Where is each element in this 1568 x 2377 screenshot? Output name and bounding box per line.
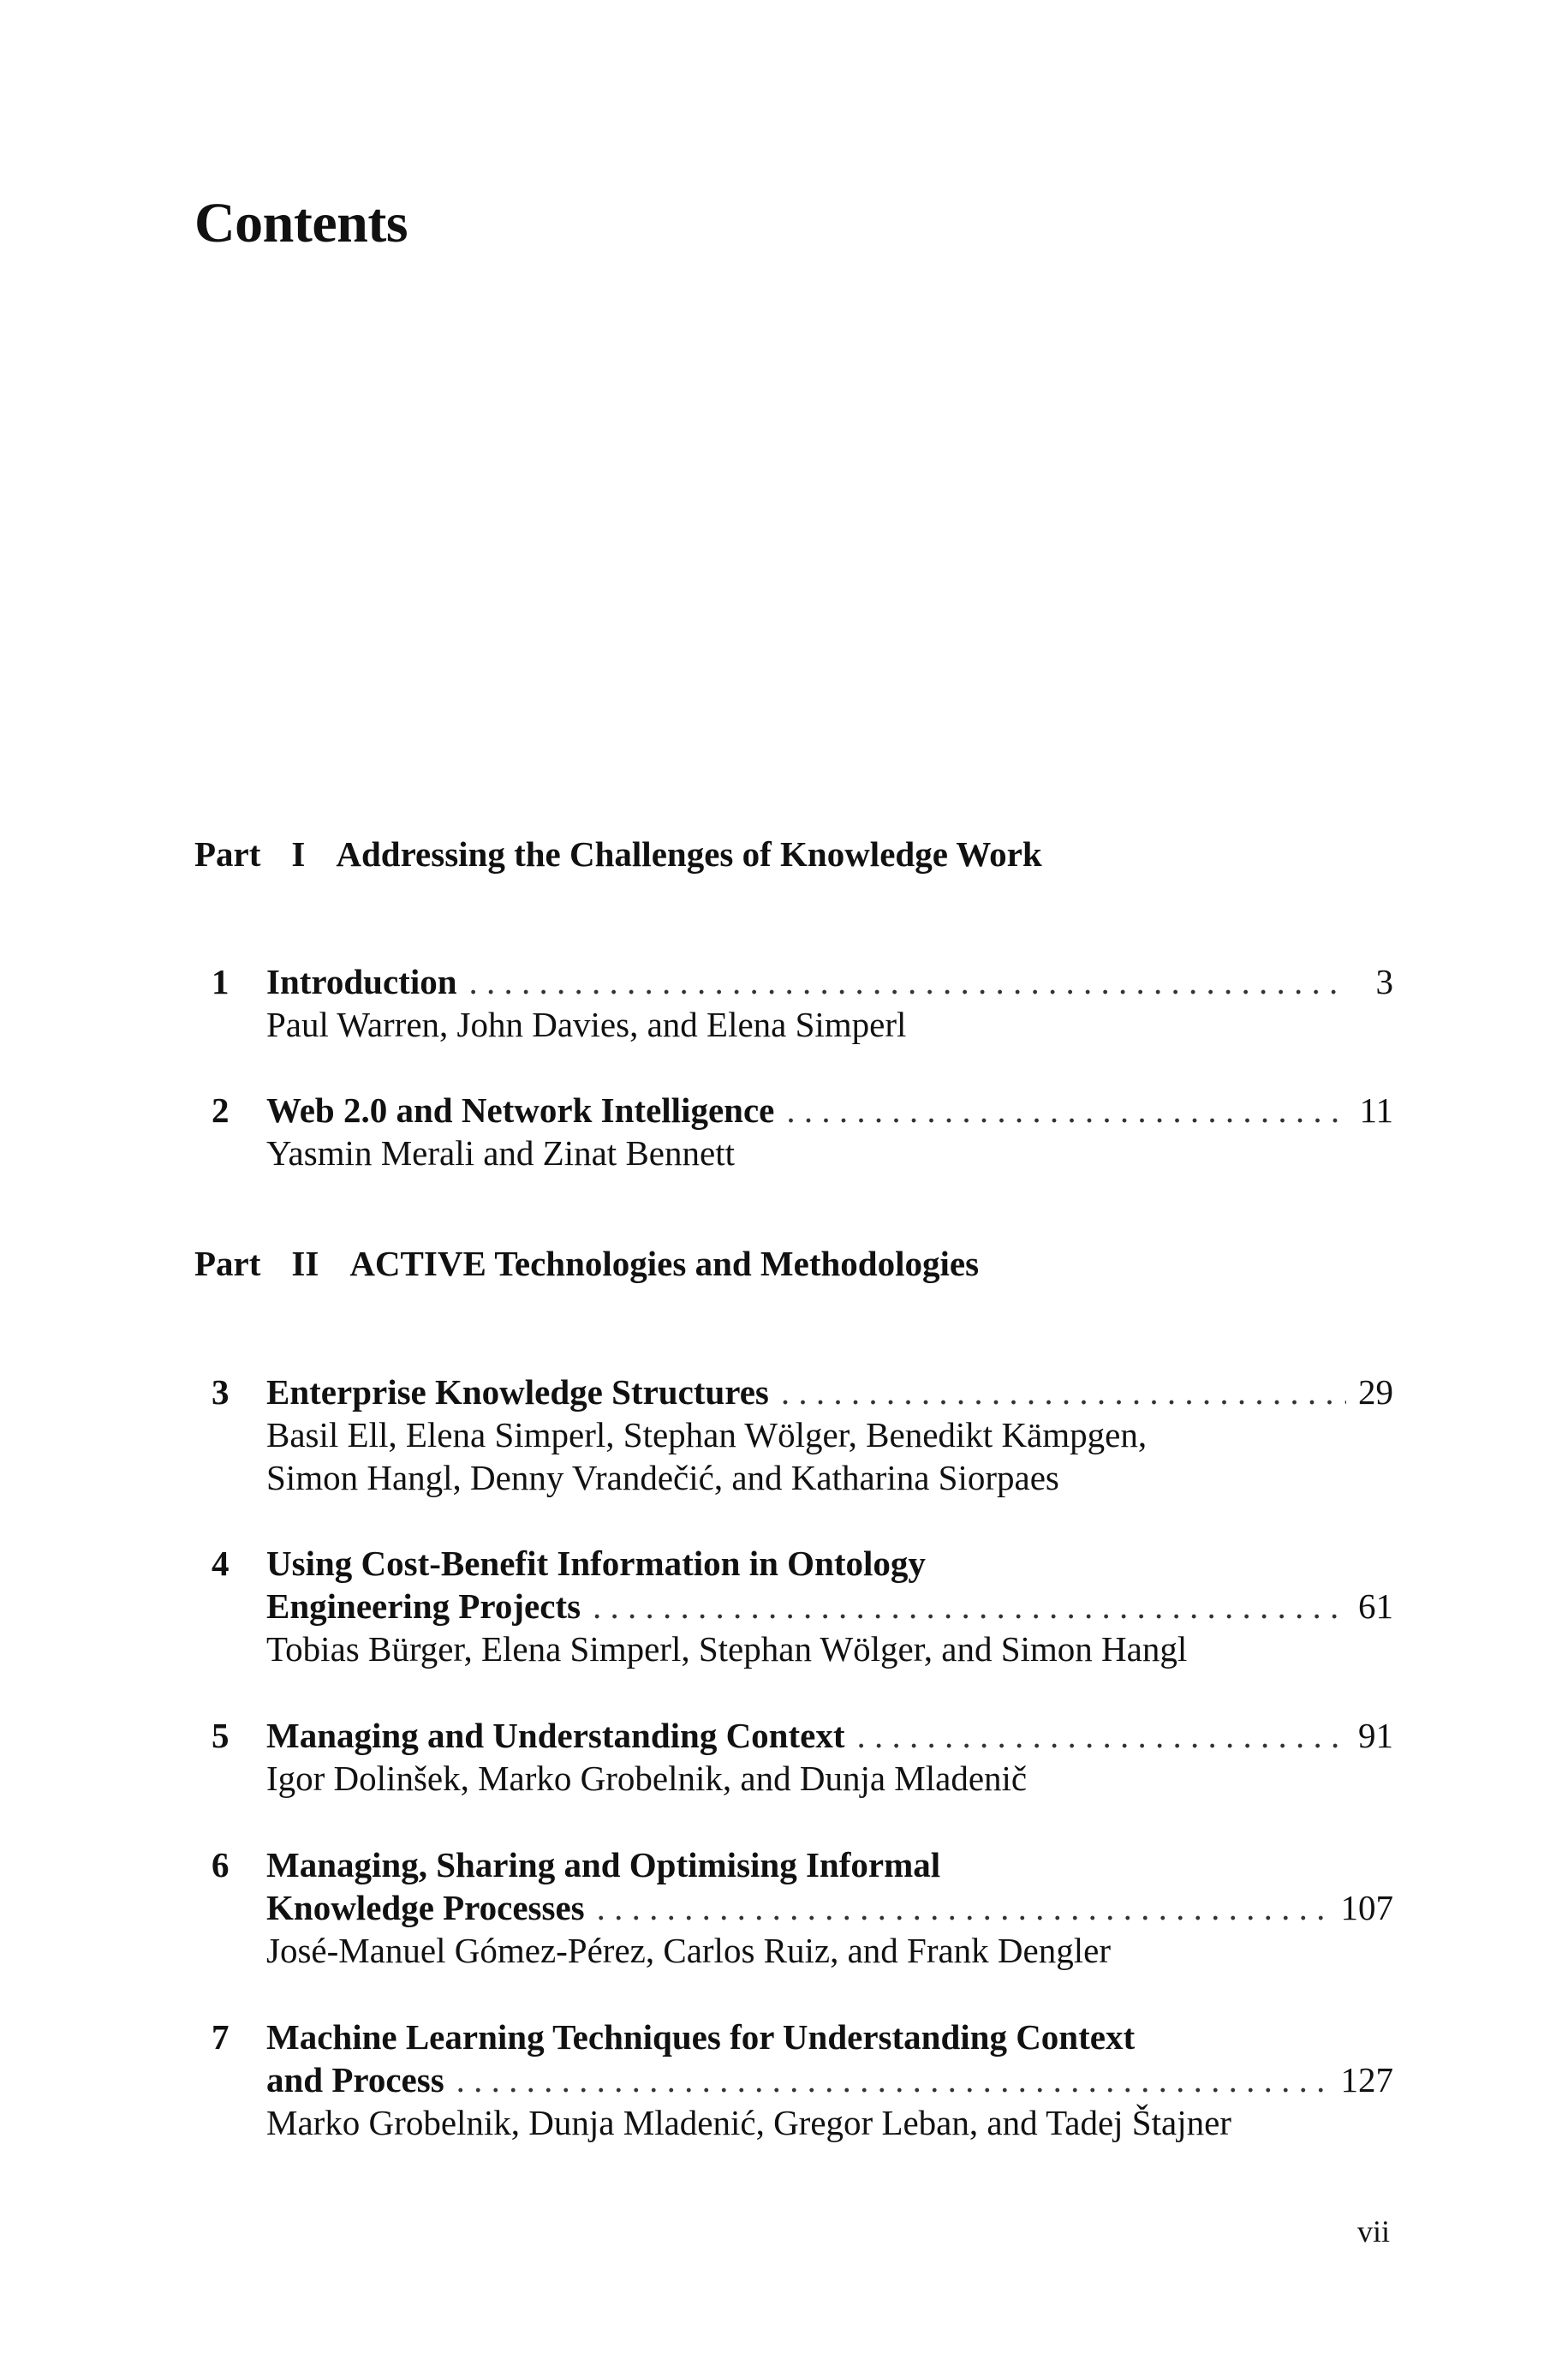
chapter-authors: Tobias Bürger, Elena Simperl, Stephan Wölger, and Simon Hangl	[266, 1629, 1188, 1669]
toc-entry[interactable]	[194, 1089, 1393, 1174]
page-number[interactable]: 127	[1340, 2060, 1393, 2099]
part-title: Addressing the Challenges of Knowledge Work	[336, 834, 1042, 874]
dot-leader	[786, 1089, 1347, 1132]
chapter-authors: Marko Grobelnik, Dunja Mladenić, Gregor Leban, and Tadej Štajner	[266, 2103, 1231, 2142]
part-label: Part	[194, 834, 261, 874]
chapter-title-row	[266, 960, 1393, 1003]
chapter-title[interactable]: and Process	[266, 2060, 444, 2099]
chapter-title-row	[266, 2058, 1393, 2101]
part-label: Part	[194, 1244, 261, 1283]
dot-leader	[469, 960, 1347, 1003]
part-number: I	[291, 834, 306, 874]
page-number[interactable]: 61	[1358, 1586, 1393, 1626]
page-number[interactable]: 11	[1359, 1090, 1393, 1130]
chapter-title[interactable]: Knowledge Processes	[266, 1888, 585, 1927]
chapter-title[interactable]: Managing and Understanding Context	[266, 1716, 845, 1755]
chapter-title-row	[266, 1371, 1393, 1413]
chapter-authors: José-Manuel Gómez-Pérez, Carlos Ruiz, and Frank Dengler	[266, 1931, 1111, 1970]
page-number[interactable]: 91	[1358, 1716, 1393, 1755]
chapter-number: 7	[212, 2017, 230, 2057]
chapter-title[interactable]: Enterprise Knowledge Structures	[266, 1372, 769, 1412]
chapter-title[interactable]: Managing, Sharing and Optimising Informal	[266, 1845, 941, 1884]
toc-entry[interactable]	[194, 1714, 1393, 1800]
dot-leader	[856, 1714, 1346, 1757]
page-title: Contents	[194, 192, 408, 254]
chapter-title[interactable]: Machine Learning Techniques for Understanding Context	[266, 2017, 1136, 2057]
dot-leader	[456, 2058, 1329, 2101]
dot-leader	[781, 1371, 1346, 1413]
toc-entry[interactable]	[194, 2016, 1393, 2144]
dot-leader	[593, 1585, 1346, 1627]
toc-entry[interactable]	[194, 1843, 1393, 1972]
chapter-number: 2	[212, 1090, 230, 1130]
chapter-title-row	[266, 1714, 1393, 1757]
chapter-title[interactable]: Introduction	[266, 962, 457, 1001]
page-number[interactable]: 3	[1375, 962, 1393, 1001]
chapter-title[interactable]: Web 2.0 and Network Intelligence	[266, 1090, 775, 1130]
toc-entry[interactable]	[194, 960, 1393, 1046]
chapter-number: 4	[212, 1544, 230, 1583]
toc-entry[interactable]	[194, 1542, 1393, 1670]
chapter-title-row	[266, 1585, 1393, 1627]
chapter-number: 1	[212, 962, 230, 1001]
chapter-authors: Basil Ell, Elena Simperl, Stephan Wölger, Benedikt Kämpgen,	[266, 1415, 1148, 1454]
chapter-authors: Igor Dolinšek, Marko Grobelnik, and Dunja Mladenič	[266, 1759, 1028, 1798]
chapter-number: 3	[212, 1372, 230, 1412]
chapter-authors: Yasmin Merali and Zinat Bennett	[266, 1133, 735, 1173]
chapter-authors: Paul Warren, John Davies, and Elena Simperl	[266, 1005, 907, 1044]
part-heading	[194, 834, 1042, 874]
chapter-title[interactable]: Using Cost-Benefit Information in Ontology	[266, 1544, 926, 1583]
page-folio: vii	[1356, 2214, 1390, 2249]
part-heading	[194, 1246, 979, 1281]
page-number[interactable]: 107	[1340, 1888, 1393, 1927]
part-title: ACTIVE Technologies and Methodologies	[349, 1244, 980, 1283]
part-number: II	[291, 1244, 319, 1283]
page-number[interactable]: 29	[1358, 1372, 1393, 1412]
chapter-title-row	[266, 1089, 1393, 1132]
chapter-number: 5	[212, 1716, 230, 1755]
chapter-title-row	[266, 1886, 1393, 1929]
toc-entry[interactable]	[194, 1371, 1393, 1499]
chapter-title[interactable]: Engineering Projects	[266, 1586, 581, 1626]
chapter-number: 6	[212, 1845, 230, 1884]
chapter-authors: Simon Hangl, Denny Vrandečić, and Katharina Siorpaes	[266, 1458, 1059, 1497]
dot-leader	[597, 1886, 1329, 1929]
